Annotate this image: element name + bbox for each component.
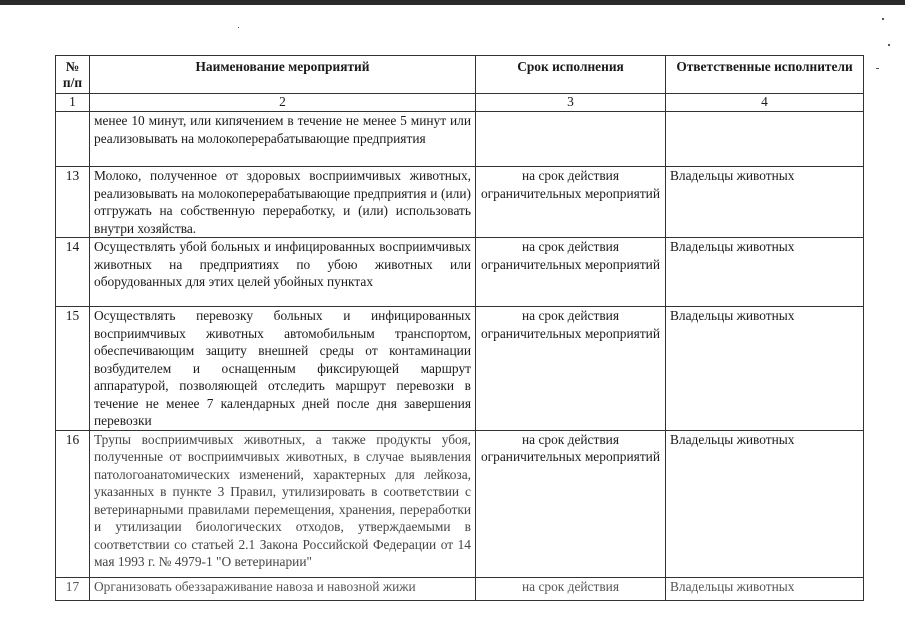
responsible-text: Владельцы животных (666, 167, 864, 238)
table-row (56, 112, 864, 167)
scan-speck (882, 18, 884, 20)
table-row (56, 307, 864, 431)
measure-text: Осуществлять перевозку больных и инфицированных восприимчивых животных автомобильным транспортом, обеспечивающим защиту внешней среды от контаминации возбудителем и оснащенным фиксирующей маршрут аппаратурой, позволяющей отследить маршрут перевозки в течение не менее 7 календарных дней после дня завершения перевозки (90, 307, 476, 431)
table-row (56, 167, 864, 238)
row-number: 15 (56, 307, 90, 431)
measures-table (55, 55, 864, 601)
deadline-text (476, 112, 666, 167)
measure-text: Организовать обеззараживание навоза и навозной жижи (90, 577, 476, 600)
deadline-text: на срок действия (476, 577, 666, 600)
column-number: 3 (476, 94, 666, 112)
scan-top-edge (0, 0, 905, 5)
responsible-text: Владельцы животных (666, 430, 864, 577)
row-number: 14 (56, 238, 90, 307)
scan-speck (238, 27, 239, 28)
row-number: 16 (56, 430, 90, 577)
responsible-text: Владельцы животных (666, 307, 864, 431)
table-row (56, 238, 864, 307)
column-numbering-row (56, 94, 864, 112)
scan-speck (888, 44, 890, 46)
column-number: 1 (56, 94, 90, 112)
deadline-text: на срок действия ограничительных мероприятий (476, 430, 666, 577)
responsible-text (666, 112, 864, 167)
measure-text: менее 10 минут, или кипячением в течение не менее 5 минут или реализовывать на молокоперерабатывающие предприятия (90, 112, 476, 167)
measure-text: Трупы восприимчивых животных, а также продукты убоя, полученные от восприимчивых животных, в случае выявления патологоанатомических изменений, характерных для лейкоза, указанных в пункте 3 Правил, утилизировать в соответствии с ветеринарными правилами перемещения, хранения, переработки и утилизации биологических отходов, утверждаемыми в соответствии со статьей 2.1 Закона Российской Федерации от 14 мая 1993 г. № 4979-1 "О ветеринарии" (90, 430, 476, 577)
table-row (56, 430, 864, 577)
header-deadline: Срок исполнения (476, 56, 666, 94)
deadline-text: на срок действия ограничительных мероприятий (476, 307, 666, 431)
header-number: № п/п (56, 56, 90, 94)
table-row (56, 577, 864, 600)
deadline-text: на срок действия ограничительных мероприятий (476, 238, 666, 307)
responsible-text: Владельцы животных (666, 238, 864, 307)
column-number: 2 (90, 94, 476, 112)
row-number: 13 (56, 167, 90, 238)
measure-text: Молоко, полученное от здоровых восприимчивых животных, реализовывать на молокоперерабатывающие предприятия и (или) отгружать на собственную переработку, и (или) использовать внутри хозяйства. (90, 167, 476, 238)
scan-speck (876, 68, 879, 69)
responsible-text: Владельцы животных (666, 577, 864, 600)
column-number: 4 (666, 94, 864, 112)
table-header-row (56, 56, 864, 94)
header-measure-name: Наименование мероприятий (90, 56, 476, 94)
header-responsible: Ответственные исполнители (666, 56, 864, 94)
measure-text: Осуществлять убой больных и инфицированных восприимчивых животных на предприятиях по убою животных или оборудованных для этих целей убойных пунктах (90, 238, 476, 307)
row-number: 17 (56, 577, 90, 600)
deadline-text: на срок действия ограничительных мероприятий (476, 167, 666, 238)
row-number (56, 112, 90, 167)
